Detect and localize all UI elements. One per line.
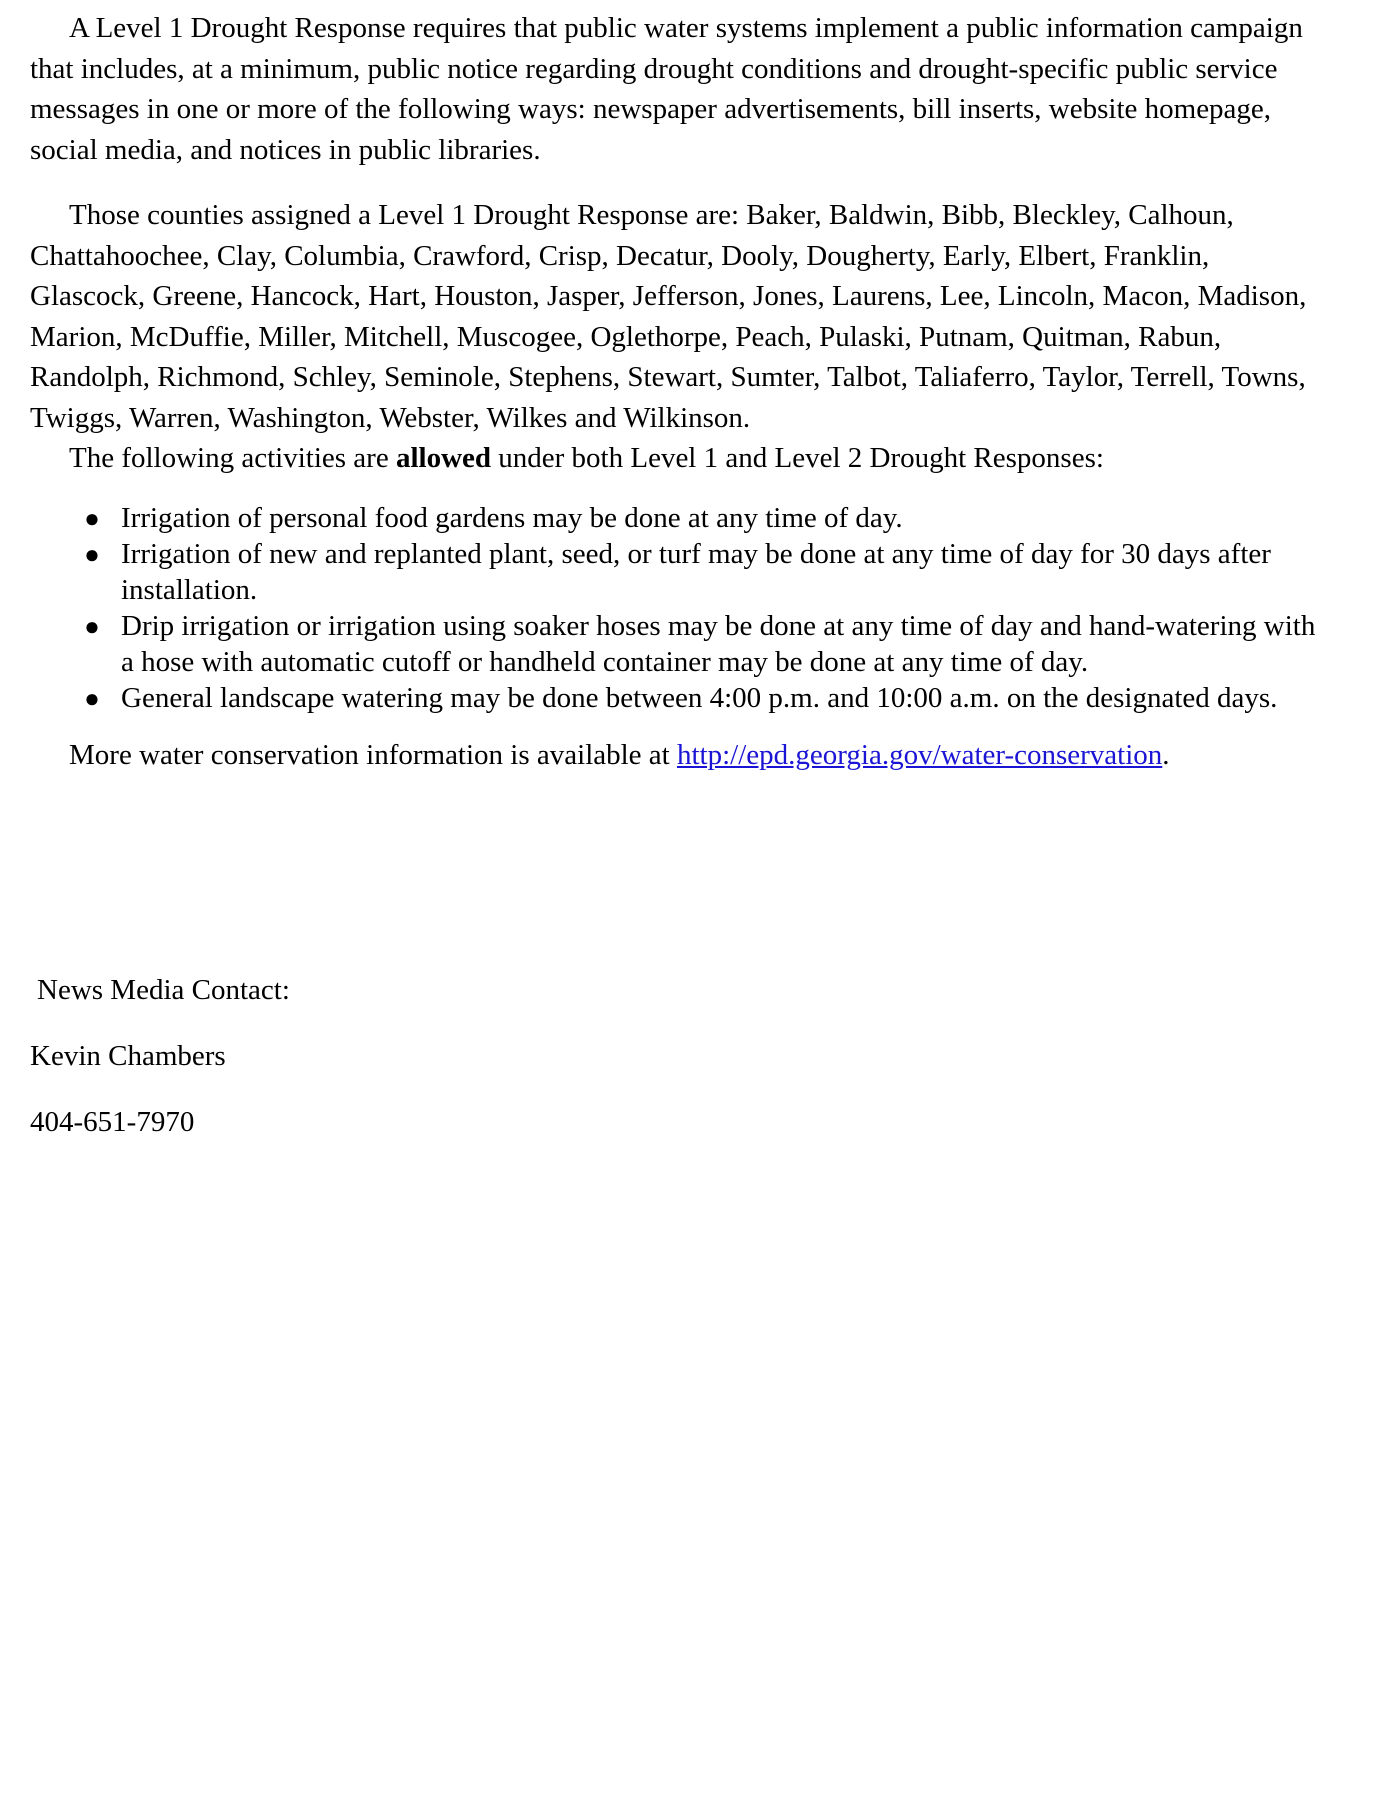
- news-media-contact-label: News Media Contact:: [37, 974, 290, 1006]
- water-conservation-link[interactable]: http://epd.georgia.gov/water-conservation: [676, 738, 1163, 771]
- allowed-emphasis: allowed: [395, 442, 492, 474]
- allowed-activities-list: [30, 501, 1320, 717]
- paragraph-counties: Those counties assigned a Level 1 Drought Response are: Baker, Baldwin, Bibb, Bleckley, Calhoun, Chattahoochee, Clay, Columbia, Crawford, Crisp, Decatur, Dooly, Dougherty, Early, Elbert, Franklin, Glascock, Greene, Hancock, Hart, Houston, Jasper, Jefferson, Jones, Laurens, Lee, Lincoln, Macon, Madison, Marion, McDuffie, Miller, Mitchell, Muscogee, Oglethorpe, Peach, Pulaski, Putnam, Quitman, Rabun, Randolph, Richmond, Schley, Seminole, Stephens, Stewart, Sumter, Talbot, Taliaferro, Taylor, Terrell, Towns, Twiggs, Warren, Washington, Webster, Wilkes and Wilkinson.: [30, 199, 1307, 434]
- more-info-suffix: .: [1162, 738, 1170, 771]
- list-item-text: General landscape watering may be done between 4:00 p.m. and 10:00 a.m. on the designated days.: [121, 682, 1278, 714]
- list-item: [30, 501, 1320, 537]
- list-item-text: Drip irrigation or irrigation using soaker hoses may be done at any time of day and hand-watering with a hose with automatic cutoff or handheld container may be done at any time of day.: [121, 610, 1316, 678]
- bullet-icon: ●: [84, 540, 100, 569]
- list-item: [30, 681, 1320, 717]
- paragraph-level1-intro: A Level 1 Drought Response requires that public water systems implement a public information campaign that includes, at a minimum, public notice regarding drought conditions and drought-specific public service messages in one or more of the following ways: newspaper advertisements, bill inserts, website homepage, social media, and notices in public libraries.: [30, 12, 1303, 166]
- paragraph-allowed-activities: [30, 438, 1320, 479]
- list-item-text: Irrigation of personal food gardens may be done at any time of day.: [121, 501, 903, 534]
- bullet-icon: ●: [84, 612, 100, 641]
- bullet-icon: ●: [84, 684, 100, 713]
- contact-phone: 404-651-7970: [30, 1106, 195, 1138]
- list-item: [30, 609, 1320, 680]
- allowed-prefix: The following activities are: [69, 442, 396, 474]
- allowed-suffix: under both Level 1 and Level 2 Drought Responses:: [491, 442, 1104, 474]
- contact-name: Kevin Chambers: [30, 1040, 226, 1072]
- bullet-icon: ●: [84, 503, 100, 533]
- list-item: [30, 537, 1320, 608]
- list-item-text: Irrigation of new and replanted plant, seed, or turf may be done at any time of day for 30 days after installation.: [121, 538, 1271, 606]
- paragraph-more-info: [30, 735, 1320, 776]
- document-body: [30, 8, 1320, 775]
- more-info-prefix: More water conservation information is available at: [69, 738, 677, 771]
